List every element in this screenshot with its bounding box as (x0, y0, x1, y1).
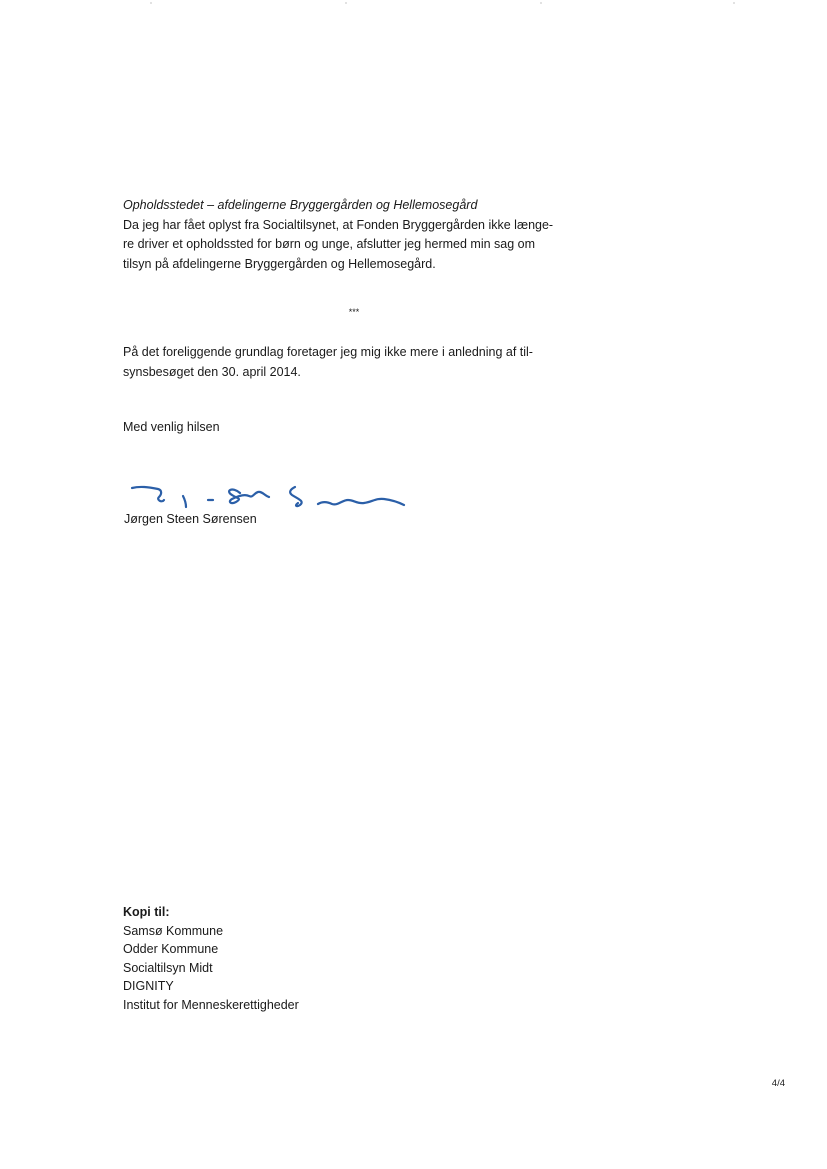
recipient-item: DIGNITY (123, 979, 174, 993)
page-number: 4/4 (771, 1078, 785, 1089)
paragraph-line: synsbesøget den 30. april 2014. (123, 364, 301, 379)
recipient-list (123, 922, 593, 1015)
recipient-item: Socialtilsyn Midt (123, 960, 213, 975)
paragraph-line: re driver et opholdssted for børn og unge, afslutter jeg hermed min sag om (123, 237, 536, 251)
greeting-text: Med venlig hilsen (123, 420, 220, 434)
scan-speck (540, 2, 542, 4)
paragraph-line: På det foreliggende grundlag foretager jeg mig ikke mere i anledning af til- (123, 345, 533, 359)
scan-speck (150, 2, 152, 4)
section-separator (0, 307, 708, 317)
recipient-item: Odder Kommune (123, 942, 219, 956)
scan-speck (345, 2, 347, 4)
separator-asterisks: *** (348, 307, 360, 317)
section-heading: Opholdsstedet – afdelingerne Bryggergården og Hellemosegård (123, 198, 478, 212)
conclusion-paragraph (123, 343, 593, 382)
paragraph-line: tilsyn på afdelingerne Bryggergården og Hellemosegård. (123, 256, 436, 271)
recipient-item: Samsø Kommune (123, 923, 224, 938)
copy-heading: Kopi til: (123, 905, 170, 919)
scan-speck (733, 2, 735, 4)
copy-recipients (123, 903, 593, 1014)
recipient-item: Institut for Menneskerettigheder (123, 997, 299, 1012)
section-departments (123, 196, 593, 274)
signer-name: Jørgen Steen Sørensen (124, 512, 257, 526)
paragraph-line: Da jeg har fået oplyst fra Socialtilsynet, at Fonden Bryggergården ikke længe- (123, 217, 554, 232)
closing-greeting (123, 418, 593, 438)
